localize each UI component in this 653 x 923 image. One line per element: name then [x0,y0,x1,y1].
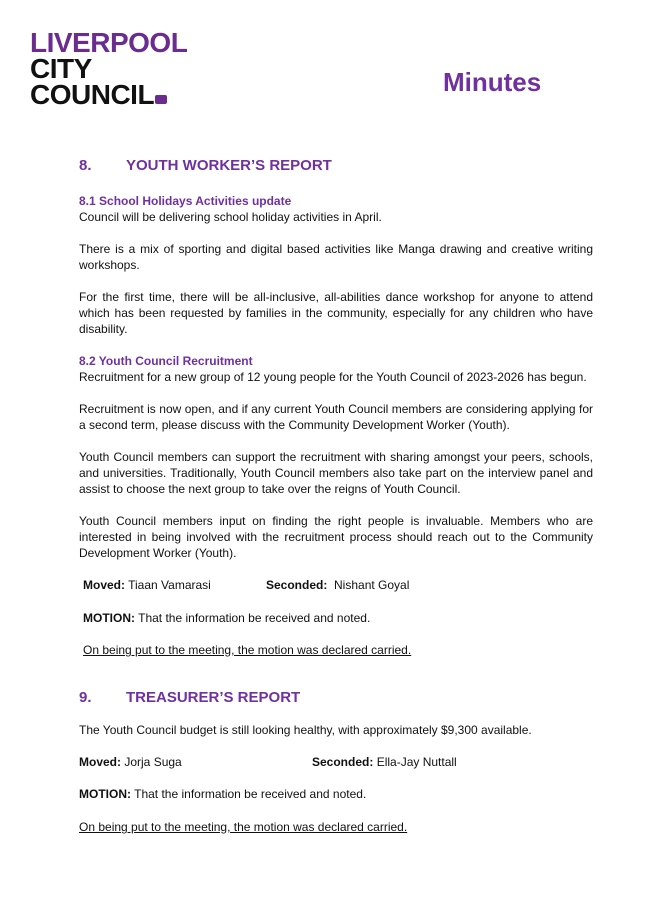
paragraph: For the first time, there will be all-inclusive, all-abilities dance workshop for anyone to attend which has been requested by families in the community, especially for any children who have disability. [79,290,593,336]
paragraph: Council will be delivering school holiday activities in April. [79,210,382,224]
subsection-8-1-heading: 8.1 School Holidays Activities update [79,194,292,208]
minutes-content [79,156,593,835]
seconded-name: Ella-Jay Nuttall [376,755,457,769]
paragraph: Youth Council members can support the recruitment with sharing amongst your peers, schools, and universities. Traditionally, Youth Council members also take part on the interview panel and assist to choose the next group to take over the reigns of Youth Council. [79,450,593,496]
section-8-heading: 8. YOUTH WORKER’S REPORT [79,157,332,174]
logo-line-2: CITY [30,53,92,84]
subsection-8-2-heading: 8.2 Youth Council Recruitment [79,354,253,368]
council-logo [30,27,188,110]
seconded-name: Nishant Goyal [334,578,410,592]
seconded-label: Seconded: [312,755,374,769]
motion: MOTION: That the information be received and noted. [79,787,367,801]
moved-label: Moved: [83,578,125,592]
moved-name: Tiaan Vamarasi [128,578,211,592]
paragraph: Recruitment for a new group of 12 young people for the Youth Council of 2023-2026 has begun. [79,370,587,384]
moved-seconded-row [79,754,593,770]
motion-carried: On being put to the meeting, the motion was declared carried. [79,820,408,834]
moved-name: Jorja Suga [124,755,182,769]
paragraph: The Youth Council budget is still looking healthy, with approximately $9,300 available. [79,723,532,737]
paragraph: Youth Council members input on finding the right people is invaluable. Members who are interested in being involved with the recruitment process should reach out to the Community Development Worker (Youth). [79,514,593,560]
motion: MOTION: That the information be received and noted. [83,611,371,625]
section-9-heading: 9. TREASURER’S REPORT [79,689,301,706]
motion-carried: On being put to the meeting, the motion was declared carried. [83,643,412,657]
seconded-label: Seconded: [266,578,328,592]
moved-seconded-row [79,577,593,593]
document-title: Minutes [443,67,542,97]
paragraph: There is a mix of sporting and digital based activities like Manga drawing and creative writing workshops. [79,242,593,272]
paragraph: Recruitment is now open, and if any current Youth Council members are considering applying for a second term, please discuss with the Community Development Worker (Youth). [79,402,593,432]
logo-line-1: LIVERPOOL [30,27,188,58]
moved-label: Moved: [79,755,121,769]
logo-line-3: COUNCIL [30,79,155,110]
logo-mark-icon [155,95,167,104]
